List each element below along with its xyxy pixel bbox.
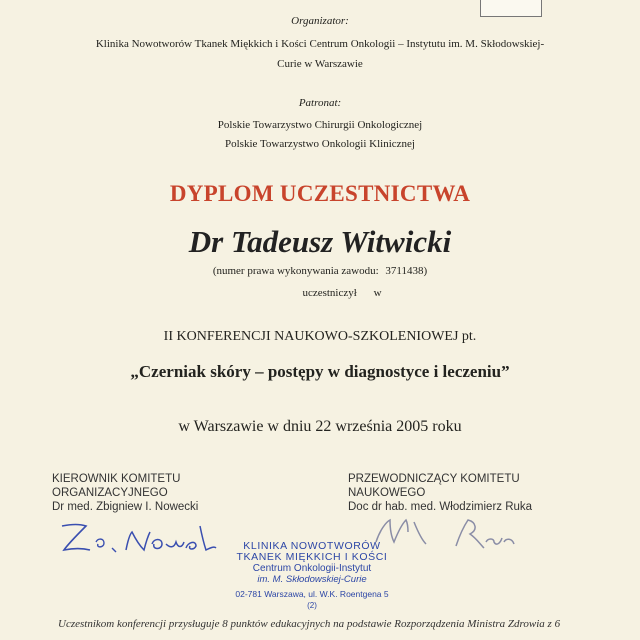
conference-topic: „Czerniak skóry – postępy w diagnostyce i leczeniu” [130, 362, 510, 381]
organizer-line2: Curie w Warszawie [277, 58, 363, 70]
license-line [0, 264, 640, 279]
stamp-line-6: (2) [307, 601, 317, 610]
organizer-line1: Klinika Nowotworów Tkanek Miękkich i Kości Centrum Onkologii – Instytutu im. M. Skłodowskiej- [95, 38, 545, 50]
institution-stamp [204, 541, 420, 610]
signatory-1-person: Dr med. Zbigniew I. Nowecki [52, 501, 199, 513]
participation-line [0, 286, 640, 301]
organizer-label: Organizator: [291, 15, 349, 27]
footer-note: Uczestnikom konferencji przysługuje 8 punktów edukacyjnych na podstawie Rozporządzenia Ministra Zdrowia z 6 [58, 618, 561, 630]
conference-name: II KONFERENCJI NAUKOWO-SZKOLENIOWEJ pt. [163, 329, 477, 344]
signature-1-image [56, 518, 226, 558]
certificate-title: DYPLOM UCZESTNICTWA [169, 181, 471, 206]
stamp-line-4: im. M. Skłodowskiej-Curie [257, 574, 367, 585]
license-number: 3711438) [385, 265, 428, 277]
signatory-2-role-line2: NAUKOWEGO [348, 487, 426, 499]
preposition-text: w [373, 287, 382, 299]
signatory-2-role-line1: PRZEWODNICZĄCY KOMITETU [348, 473, 520, 485]
stamp-line-3: Centrum Onkologii-Instytut [252, 563, 372, 574]
license-label: (numer prawa wykonywania zawodu: [212, 265, 379, 277]
signatory-2-person: Doc dr hab. med. Włodzimierz Ruka [348, 501, 533, 513]
patronage-item-1: Polskie Towarzystwo Chirurgii Onkologicznej [217, 119, 423, 131]
participated-text: uczestniczył [302, 287, 357, 299]
participant-name: Dr Tadeusz Witwicki [188, 224, 452, 259]
signatory-1 [52, 472, 198, 514]
stamp-line-2: TKANEK MIĘKKICH I KOŚCI [236, 551, 388, 563]
signatory-1-role-line1: KIEROWNIK KOMITETU [52, 473, 181, 485]
place-date: w Warszawie w dniu 22 września 2005 roku [178, 418, 462, 435]
stamp-line-5: 02-781 Warszawa, ul. W.K. Roentgena 5 [235, 589, 389, 599]
patronage-item-2: Polskie Towarzystwo Onkologii Klinicznej [225, 138, 415, 150]
signatory-1-role-line2: ORGANIZACYJNEGO [52, 487, 168, 499]
patronage-label: Patronat: [298, 97, 342, 109]
stamp-line-1: KLINIKA NOWOTWORÓW [243, 540, 381, 552]
signatory-2 [348, 472, 532, 514]
